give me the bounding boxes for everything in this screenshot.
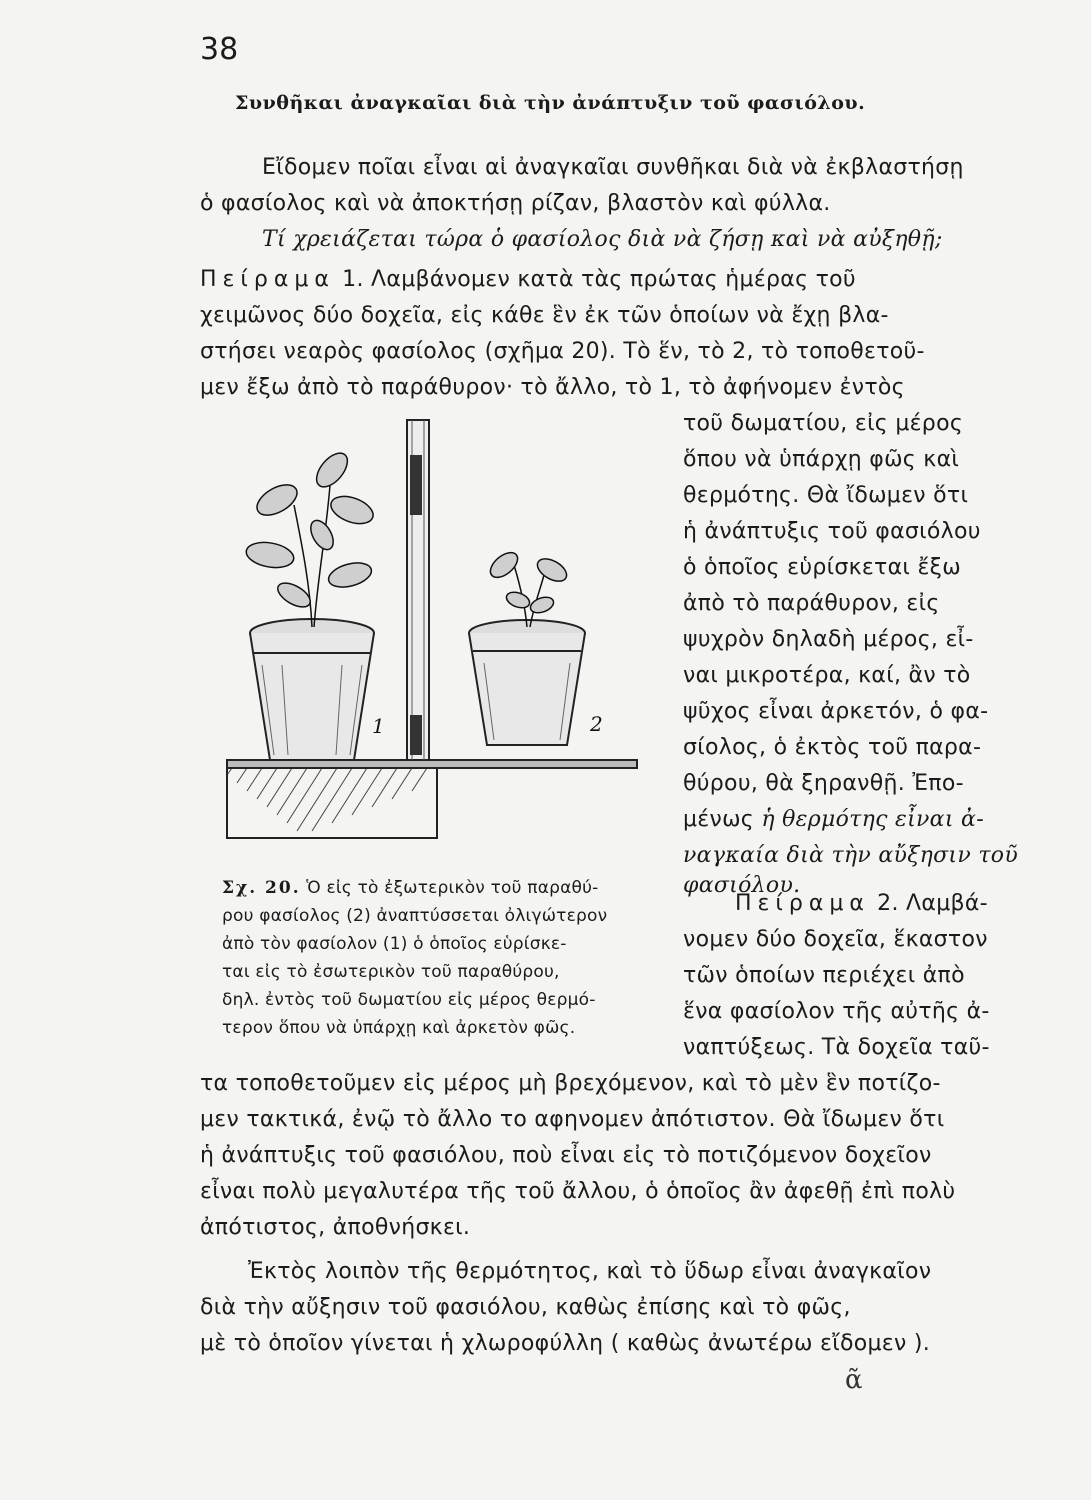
sill-hatching [227, 768, 427, 831]
conclusion-italic-1: ἡ θερμότης εἶναι ἀ- [761, 807, 984, 832]
right-col-line-1: ὅπου νὰ ὑπάρχῃ φῶς καὶ [683, 447, 960, 472]
caption-line-5: τερον ὅπου νὰ ὑπάρχῃ καὶ ἀρκετὸν φῶς. [222, 1018, 576, 1038]
conclusion-italic-2: ναγκαία διὰ τὴν αὔξησιν τοῦ [683, 843, 1019, 868]
caption-line-0 [222, 874, 668, 902]
experiment-2-right-line-3: ἕνα φασίολον τῆς αὐτῆς ἀ- [683, 999, 990, 1024]
experiment-2-first-line [735, 886, 988, 922]
pot-2 [469, 620, 585, 745]
page-number: 38 [200, 32, 239, 67]
experiment-1-line-2: στήσει νεαρὸς φασίολος (σχῆμα 20). Τὸ ἕν, τὸ 2, τὸ τοποθετοῦ- [200, 339, 925, 364]
caption-line-1: ρου φασίολος (2) ἀναπτύσσεται ὀλιγώτερον [222, 906, 608, 926]
experiment-1-label: Πείραμα [200, 267, 335, 292]
experiment-2-right-line-0: Λαμβά- [906, 891, 988, 916]
closing-line-0: Ἐκτὸς λοιπὸν τῆς θερμότητος, καὶ τὸ ὕδωρ εἶναι ἀναγκαῖον [248, 1259, 932, 1284]
caption-line-4: δηλ. ἐντὸς τοῦ δωματίου εἰς μέρος θερμό- [222, 990, 596, 1010]
section-heading: Συνθῆκαι ἀναγκαῖαι διὰ τὴν ἀνάπτυξιν τοῦ φασιόλου. [235, 92, 866, 114]
experiment-1-line-0: Λαμβάνομεν κατὰ τὰς πρώτας ἡμέρας τοῦ [371, 267, 856, 292]
experiment-2-right-line-2: τῶν ὁποίων περιέχει ἀπὸ [683, 963, 965, 988]
plant-2-leaves [486, 548, 570, 627]
conclusion-italic-3: φασιόλου. [683, 873, 801, 898]
footer-mark: ᾶ [845, 1365, 863, 1395]
right-col-line-4: ὁ ὁποῖος εὑρίσκεται ἔξω [683, 555, 961, 580]
experiment-2-full-line-4: ἀπότιστος, ἀποθνήσκει. [200, 1215, 471, 1240]
right-col-line-0: τοῦ δωματίου, εἰς μέρος [683, 411, 964, 436]
experiment-1-first-line [200, 262, 856, 298]
right-col-line-3: ἡ ἀνάπτυξις τοῦ φασιόλου [683, 519, 981, 544]
experiment-2-right-line-4: ναπτύξεως. Τὰ δοχεῖα ταῦ- [683, 1035, 990, 1060]
experiment-1-number: 1. [342, 267, 364, 292]
right-col-line-9: σίολος, ὁ ἐκτὸς τοῦ παρα- [683, 735, 982, 760]
right-col-line-8: ψῦχος εἶναι ἀρκετόν, ὁ φα- [683, 699, 989, 724]
experiment-1-line-3: μεν ἔξω ἀπὸ τὸ παράθυρον· τὸ ἄλλο, τὸ 1, τὸ ἀφήνομεν ἐντὸς [200, 375, 905, 400]
caption-text-0: Ὁ εἰς τὸ ἐξωτερικὸν τοῦ παραθύ- [306, 878, 599, 898]
pot-label-right: 2 [590, 712, 603, 736]
caption-label: Σχ. 20. [222, 878, 301, 898]
closing-line-1: διὰ τὴν αὔξησιν τοῦ φασιόλου, καθὼς ἐπίσης καὶ τὸ φῶς, [200, 1295, 851, 1320]
experiment-1-line-1: χειμῶνος δύο δοχεῖα, εἰς κάθε ἓν ἐκ τῶν ὁποίων νὰ ἔχῃ βλα- [200, 303, 889, 328]
caption-line-3: ται εἰς τὸ ἐσωτερικὸν τοῦ παραθύρου, [222, 962, 560, 982]
experiment-2-full-line-1: μεν τακτικά, ἐνῷ τὸ ἄλλο το αφηνομεν ἀπότιστον. Θὰ ἴδωμεν ὅτι [200, 1107, 945, 1132]
right-col-line-10: θύρου, θὰ ξηρανθῇ. Ἐπο- [683, 771, 964, 796]
right-col-line-2: θερμότης. Θὰ ἴδωμεν ὅτι [683, 483, 969, 508]
plant-1-leaves [244, 448, 376, 627]
caption-line-2: ἀπὸ τὸν φασίολον (1) ὁ ὁποῖος εὑρίσκε- [222, 934, 567, 954]
closing-line-2: μὲ τὸ ὁποῖον γίνεται ἡ χλωροφύλλη ( καθὼς ἀνωτέρω εἴδομεν ). [200, 1331, 931, 1356]
intro-question: Τί χρειάζεται τώρα ὁ φασίολος διὰ νὰ ζήσῃ καὶ νὰ αὐξηθῇ; [262, 227, 943, 252]
intro-line-2: ὁ φασίολος καὶ νὰ ἀποκτήσῃ ρίζαν, βλαστὸν καὶ φύλλα. [200, 191, 831, 216]
experiment-2-full-line-2: ἡ ἀνάπτυξις τοῦ φασιόλου, ποὺ εἶναι εἰς τὸ ποτιζόμενον δοχεῖον [200, 1143, 932, 1168]
figure-two-pots-illustration [222, 415, 642, 865]
pot-label-left: 1 [372, 714, 385, 738]
right-col-line-6: ψυχρὸν δηλαδὴ μέρος, εἶ- [683, 627, 974, 652]
window-sill [227, 760, 637, 768]
experiment-2-right-line-1: νομεν δύο δοχεῖα, ἕκαστον [683, 927, 988, 952]
right-col-line-5: ἀπὸ τὸ παράθυρον, εἰς [683, 591, 940, 616]
right-col-line-7: ναι μικροτέρα, καί, ἂν τὸ [683, 663, 971, 688]
experiment-2-full-line-0: τα τοποθετοῦμεν εἰς μέρος μὴ βρεχόμενον, καὶ τὸ μὲν ἓν ποτίζο- [200, 1071, 941, 1096]
experiment-2-full-line-3: εἶναι πολὺ μεγαλυτέρα τῆς τοῦ ἄλλου, ὁ ὁποῖος ἂν ἀφεθῇ ἐπὶ πολὺ [200, 1179, 956, 1204]
experiment-2-number: 2. [877, 891, 899, 916]
conclusion-prefix: μένως [683, 807, 755, 832]
pot-1 [250, 619, 374, 760]
intro-line-1: Εἴδομεν ποῖαι εἶναι αἱ ἀναγκαῖαι συνθῆκαι διὰ νὰ ἐκβλαστήσῃ [262, 155, 964, 180]
figure-caption [222, 874, 668, 1042]
conclusion-line-1 [683, 802, 984, 838]
experiment-2-label: Πείραμα [735, 891, 870, 916]
